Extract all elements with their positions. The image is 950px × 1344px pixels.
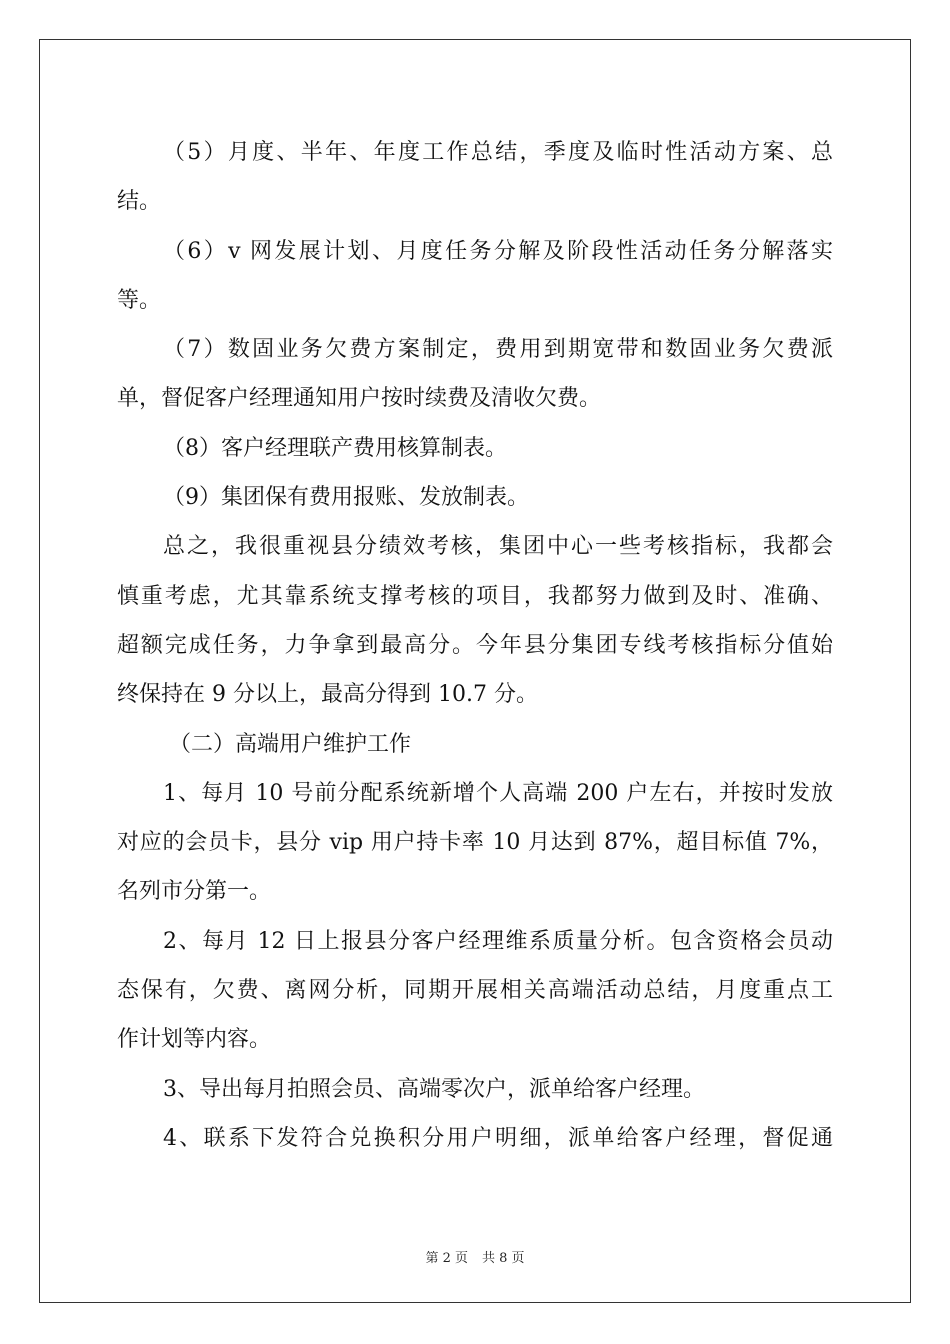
paragraph-line: 3、导出每月拍照会员、高端零次户，派单给客户经理。 [163, 1076, 705, 1102]
paragraph-line: 超额完成任务，力争拿到最高分。今年县分集团专线考核指标分值始 [117, 632, 833, 658]
paragraph-line: 终保持在 9 分以上，最高分得到 10.7 分。 [117, 682, 538, 708]
paragraph-line: （5）月度、半年、年度工作总结，季度及临时性活动方案、总 [163, 140, 833, 165]
paragraph-line: （7）数固业务欠费方案制定，费用到期宽带和数固业务欠费派 [163, 337, 833, 363]
page-total: 共 8 页 [482, 1251, 525, 1266]
paragraph-line: 名列市分第一。 [117, 879, 272, 905]
paragraph-line: （8）客户经理联产费用核算制表。 [163, 435, 507, 461]
paragraph-line: 等。 [117, 287, 162, 313]
paragraph-line: 4、联系下发符合兑换积分用户明细，派单给客户经理，督促通 [163, 1125, 833, 1151]
page-footer [0, 1247, 950, 1266]
paragraph-line: 2、每月 12 日上报县分客户经理维系质量分析。包含资格会员动 [163, 928, 833, 954]
page-number: 第 2 页 [425, 1251, 468, 1266]
paragraph-line: 结。 [117, 189, 162, 215]
paragraph-line: （9）集团保有费用报账、发放制表。 [163, 485, 529, 511]
paragraph-line: 1、每月 10 号前分配系统新增个人高端 200 户左右，并按时发放 [163, 780, 833, 806]
document-body [117, 128, 833, 1163]
paragraph-line: 作计划等内容。 [117, 1027, 272, 1053]
paragraph-line: 单，督促客户经理通知用户按时续费及清收欠费。 [117, 386, 602, 412]
section-heading: （二）高端用户维护工作 [169, 731, 412, 757]
paragraph-line: （6）v 网发展计划、月度任务分解及阶段性活动任务分解落实 [163, 238, 833, 264]
paragraph-line: 态保有，欠费、离网分析，同期开展相关高端活动总结，月度重点工 [117, 978, 833, 1004]
paragraph-line: 慎重考虑，尤其靠系统支撑考核的项目，我都努力做到及时、准确、 [117, 583, 833, 609]
paragraph-line: 对应的会员卡，县分 vip 用户持卡率 10 月达到 87%，超目标值 7%， [117, 830, 833, 856]
paragraph-line: 总之，我很重视县分绩效考核，集团中心一些考核指标，我都会 [163, 534, 833, 560]
